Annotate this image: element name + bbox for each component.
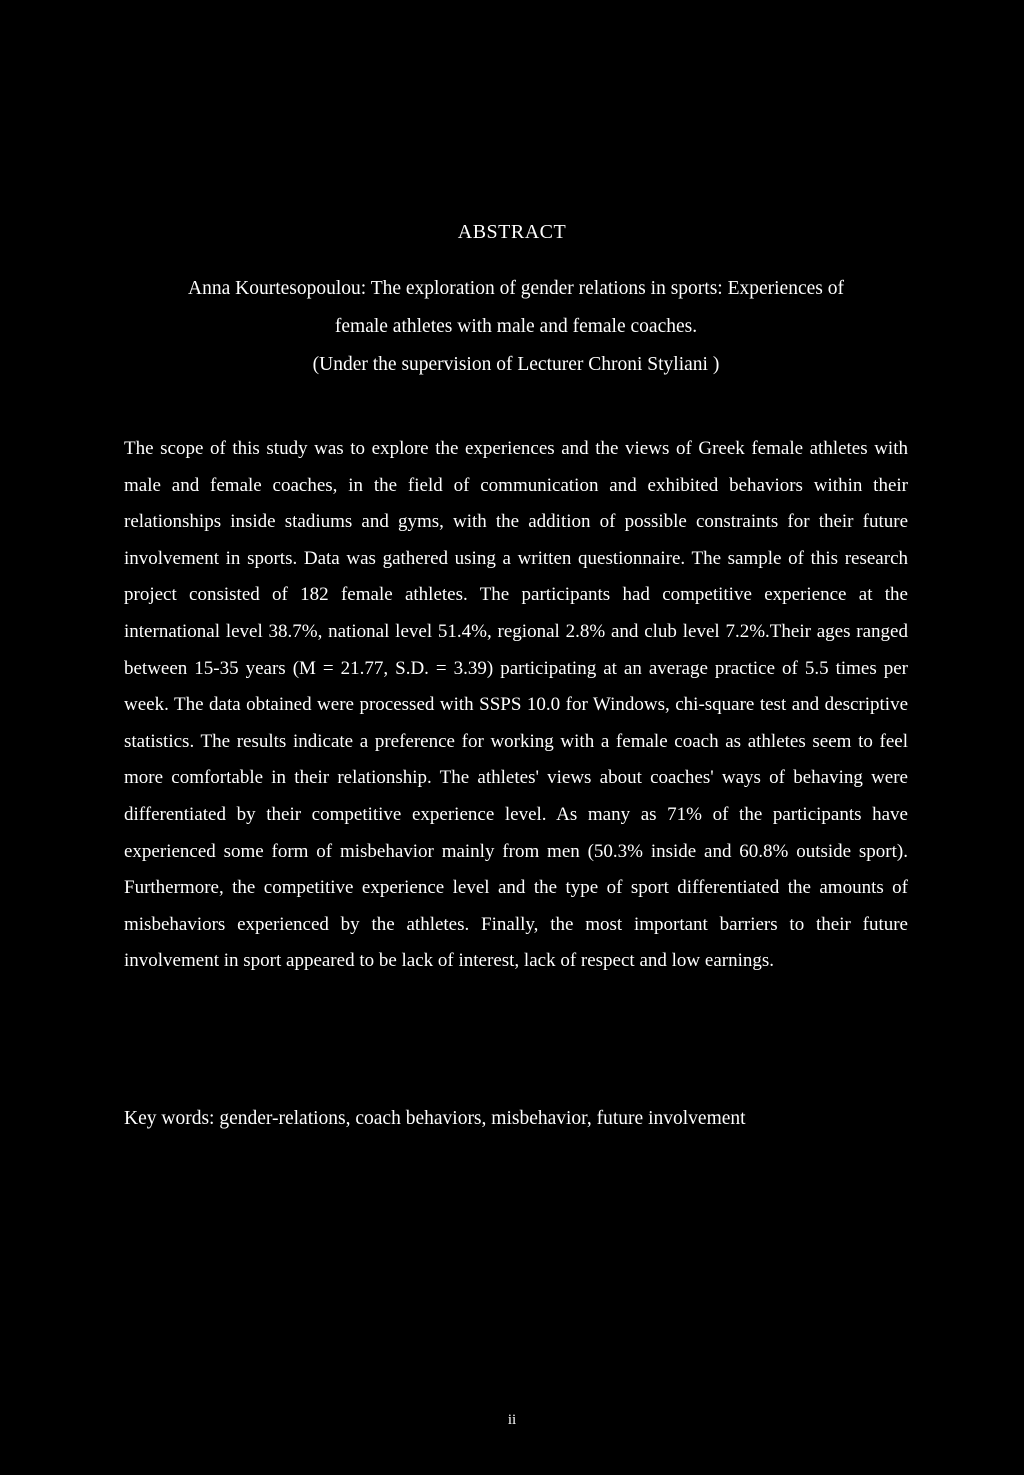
title-block <box>124 270 908 384</box>
abstract-body: The scope of this study was to explore the experiences and the views of Greek female athletes with male and female coaches, in the field of communication and exhibited behaviors within their relationships inside stadiums and gyms, with the addition of possible constraints for their future involvement in sports. Data was gathered using a written questionnaire. The sample of this research project consisted of 182 female athletes. The participants had competitive experience at the international level 38.7%, national level 51.4%, regional 2.8% and club level 7.2%.Their ages ranged between 15-35 years (M = 21.77, S.D. = 3.39) participating at an average practice of 5.5 times per week. The data obtained were processed with SSPS 10.0 for Windows, chi-square test and descriptive statistics. The results indicate a preference for working with a female coach as athletes seem to feel more comfortable in their relationship. The athletes' views about coaches' ways of behaving were differentiated by their competitive experience level. As many as 71% of the participants have experienced some form of misbehavior mainly from men (50.3% inside and 60.8% outside sport). Furthermore, the competitive experience level and the type of sport differentiated the amounts of misbehaviors experienced by the athletes. Finally, the most important barriers to their future involvement in sport appeared to be lack of interest, lack of respect and low earnings. <box>124 438 908 972</box>
supervision-line: (Under the supervision of Lecturer Chroni Styliani ) <box>312 354 720 375</box>
author-title-line-2: female athletes with male and female coaches. <box>334 316 698 337</box>
keywords-line: Key words: gender-relations, coach behaviors, misbehavior, future involvement <box>124 1108 746 1129</box>
author-title-line-1: Anna Kourtesopoulou: The exploration of gender relations in sports: Experiences of <box>188 278 844 299</box>
abstract-heading: ABSTRACT <box>457 221 567 243</box>
page-number: ii <box>507 1412 517 1428</box>
